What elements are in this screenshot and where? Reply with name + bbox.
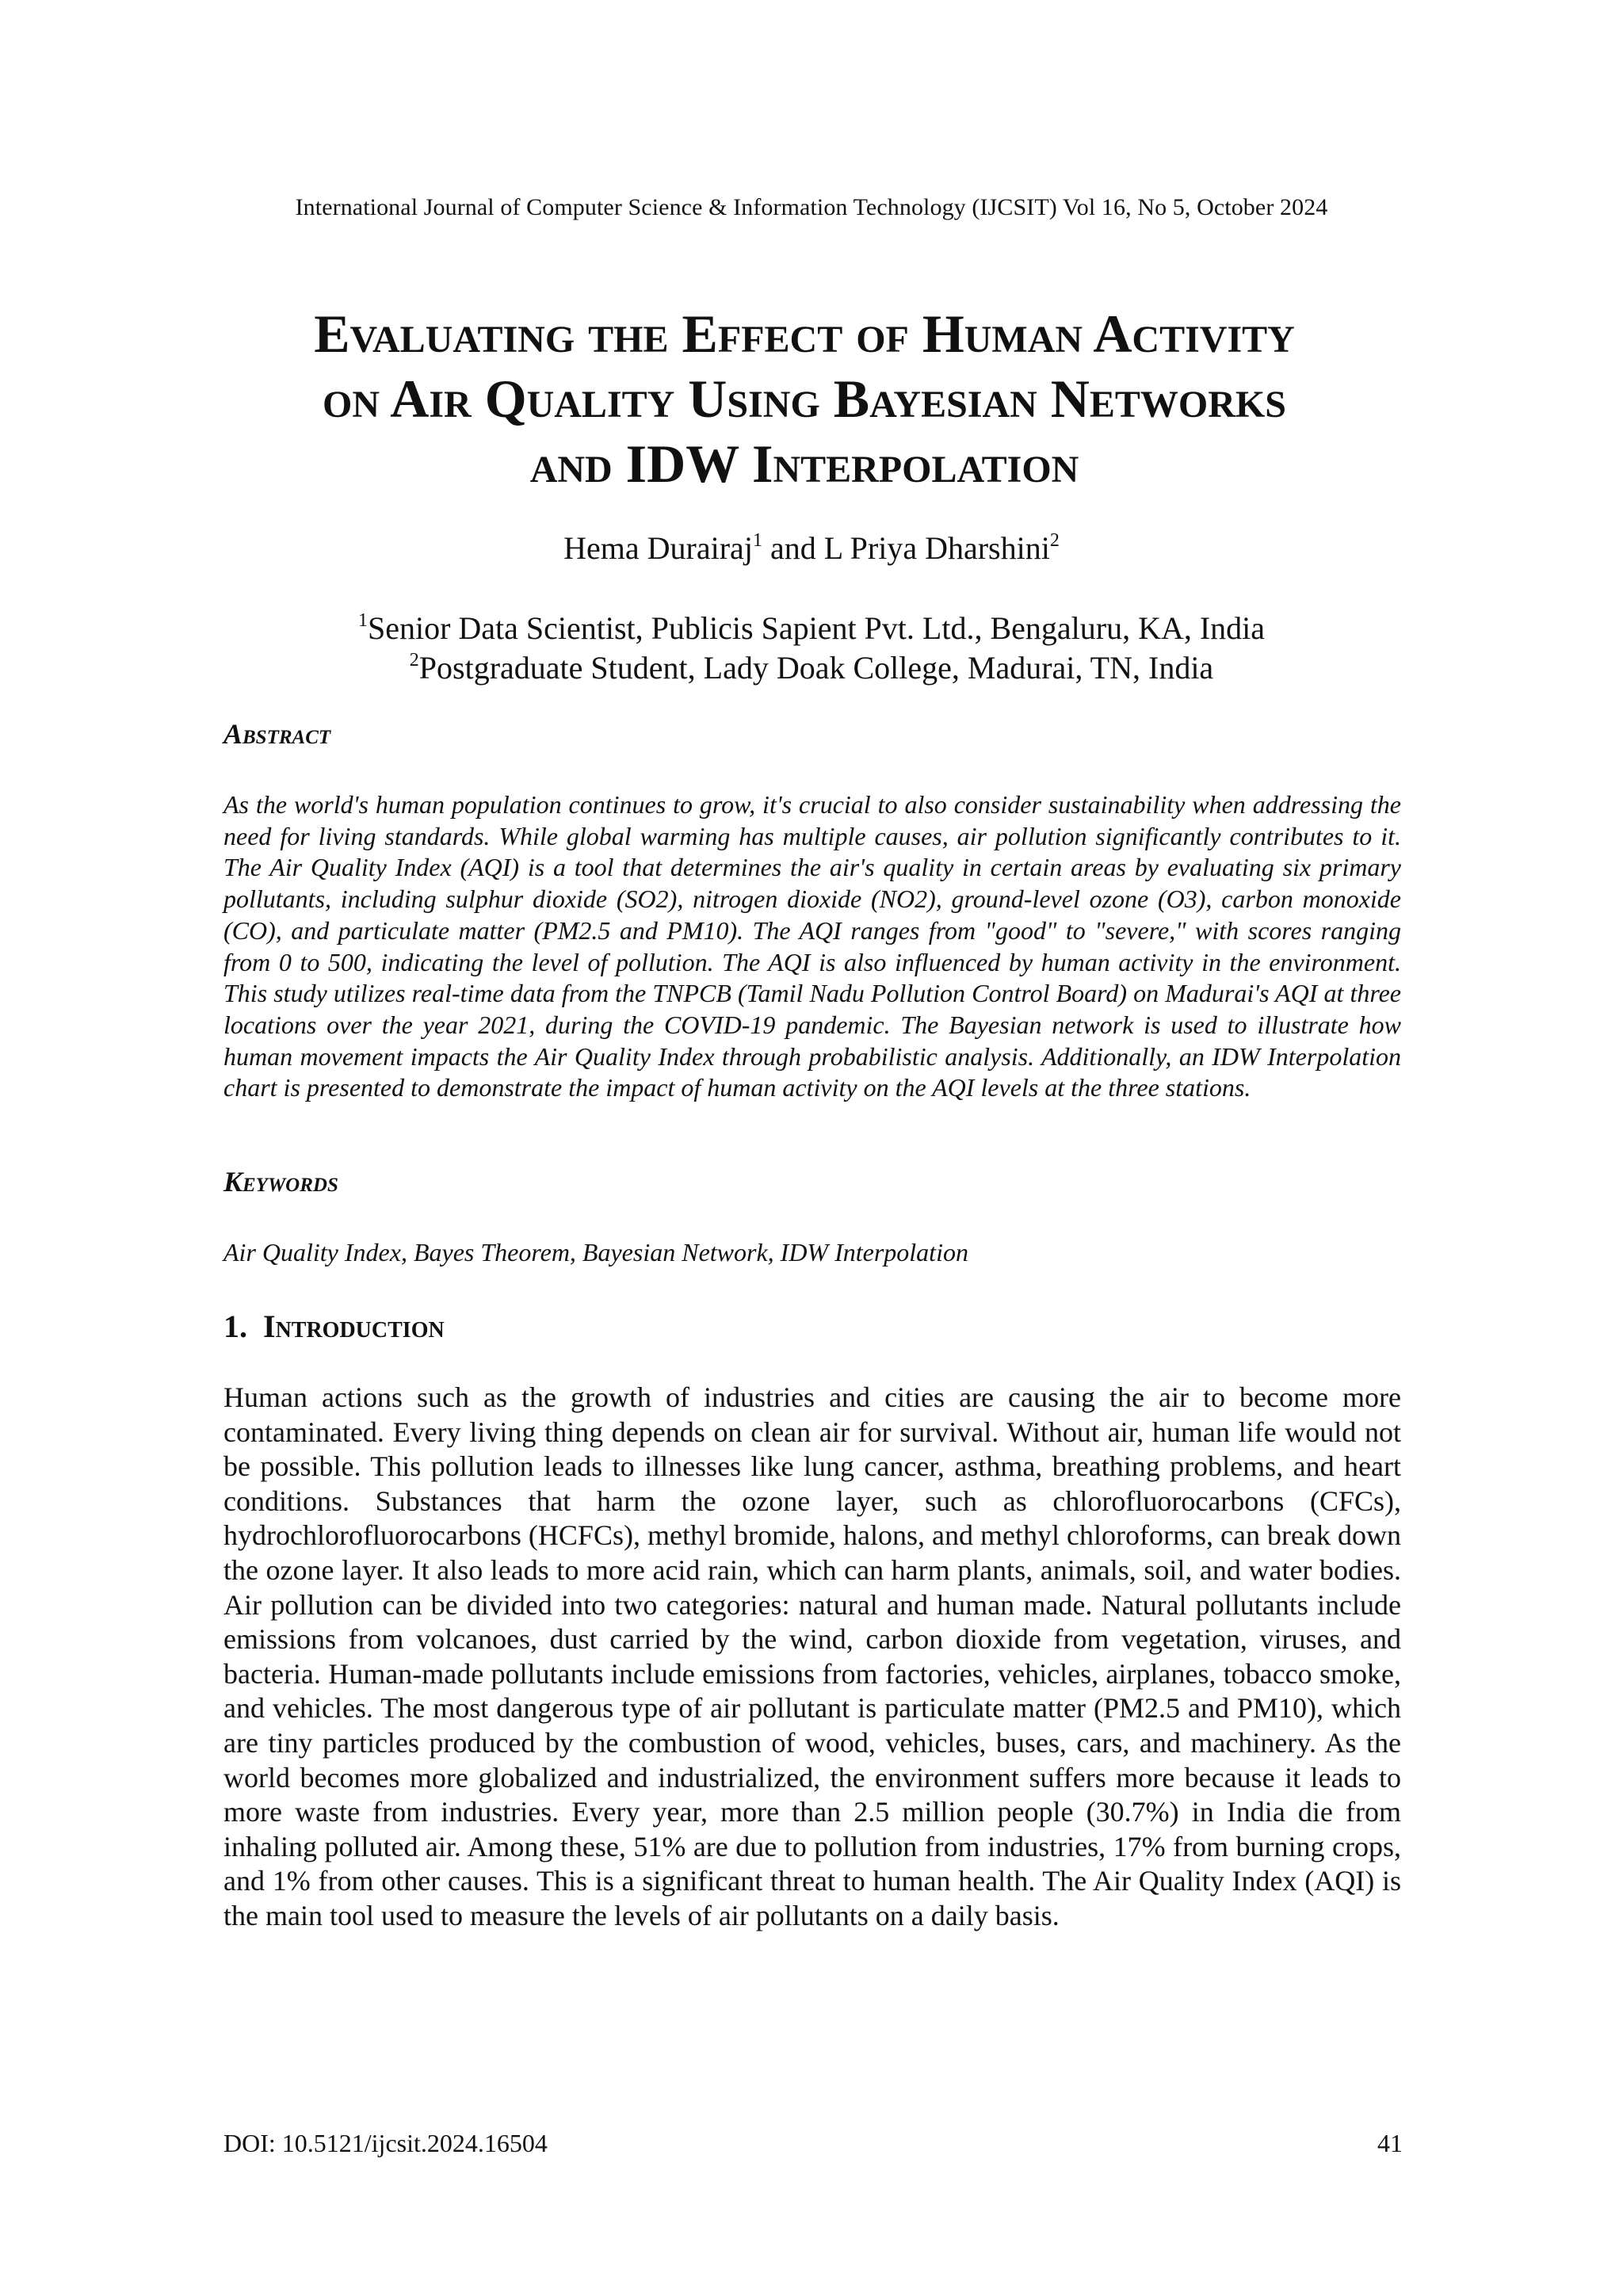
introduction-body: Human actions such as the growth of industries and cities are causing the air to become more contaminated. Every living thing depends on clean air for survival. Without air, human life would not be possible. This pollution leads to illnesses like lung cancer, asthma, breathing problems, and heart conditions. Substances that harm the ozone layer, such as chlorofluorocarbons (CFCs), hydrochlorofluorocarbons (HCFCs), methyl bromide, halons, and methyl chloroforms, can break down the ozone layer. It also leads to more acid rain, which can harm plants, animals, soil, and water bodies. Air pollution can be divided into two categories: natural and human made. Natural pollutants include emissions from volcanoes, dust carried by the wind, carbon dioxide from vegetation, viruses, and bacteria. Human-made pollutants include emissions from factories, vehicles, airplanes, tobacco smoke, and vehicles. The most dangerous type of air pollutant is particulate matter (PM2.5 and PM10), which are tiny particles produced by the combustion of wood, vehicles, buses, cars, and machinery. As the world becomes more globalized and industrialized, the environment suffers more because it leads to more waste from industries. Every year, more than 2.5 million people (30.7%) in India die from inhaling polluted air. Among these, 51% are due to pollution from industries, 17% from burning crops, and 1% from other causes. This is a significant threat to human health. The Air Quality Index (AQI) is the main tool used to measure the levels of air pollutants on a daily basis. (223, 1381, 1401, 1931)
section-number: 1. (223, 1308, 247, 1344)
author-name: Hema Durairaj (563, 530, 753, 566)
affiliation-text: Senior Data Scientist, Publicis Sapient Pvt. Ltd., Bengaluru, KA, India (367, 610, 1266, 646)
author-affiliation-marker: 2 (1049, 530, 1060, 551)
keywords-heading: Keywords (223, 1166, 338, 1198)
affiliation-marker: 2 (409, 650, 419, 670)
footer-doi: DOI: 10.5121/ijcsit.2024.16504 (223, 2129, 548, 2157)
paper-title (158, 301, 1450, 496)
abstract-body: As the world's human population continues to grow, it's crucial to also consider sustainability when addressing the need for living standards. While global warming has multiple causes, air pollution significantly contributes to it. The Air Quality Index (AQI) is a tool that determines the air's quality in certain areas by evaluating six primary pollutants, including sulphur dioxide (SO2), nitrogen dioxide (NO2), ground-level ozone (O3), carbon monoxide (CO), and particulate matter (PM2.5 and PM10). The AQI ranges from "good" to "severe," with scores ranging from 0 to 500, indicating the level of pollution. The AQI is also influenced by human activity in the environment. This study utilizes real-time data from the TNPCB (Tamil Nadu Pollution Control Board) on Madurai's AQI at three locations over the year 2021, during the COVID-19 pandemic. The Bayesian network is used to illustrate how human movement impacts the Air Quality Index through probabilistic analysis. Additionally, an IDW Interpolation chart is presented to demonstrate the impact of human activity on the AQI levels at the three stations. (223, 790, 1401, 1102)
affiliation-marker: 1 (357, 610, 368, 631)
keywords-body: Air Quality Index, Bayes Theorem, Bayesian Network, IDW Interpolation (223, 1238, 968, 1266)
page-number: 41 (1377, 2129, 1403, 2157)
author-affiliation-marker: 1 (752, 530, 762, 551)
title-line: Evaluating the Effect of Human Activity (314, 304, 1295, 364)
introduction-heading (223, 1308, 445, 1345)
affiliation (0, 609, 1623, 648)
affiliation-text: Postgraduate Student, Lady Doak College, Madurai, TN, India (418, 650, 1214, 686)
section-title: Introduction (263, 1308, 445, 1344)
affiliation (0, 648, 1623, 688)
title-line: and IDW Interpolation (529, 434, 1079, 494)
affiliation-list (0, 609, 1623, 688)
author-list (0, 529, 1623, 567)
journal-running-header: International Journal of Computer Science & Information Technology (IJCSIT) Vol 16, No 5, October 2024 (295, 194, 1328, 220)
title-line: on Air Quality Using Bayesian Networks (323, 369, 1286, 429)
author-connector: and (762, 530, 824, 566)
author-name: L Priya Dharshini (823, 530, 1050, 566)
abstract-heading: Abstract (223, 718, 331, 750)
